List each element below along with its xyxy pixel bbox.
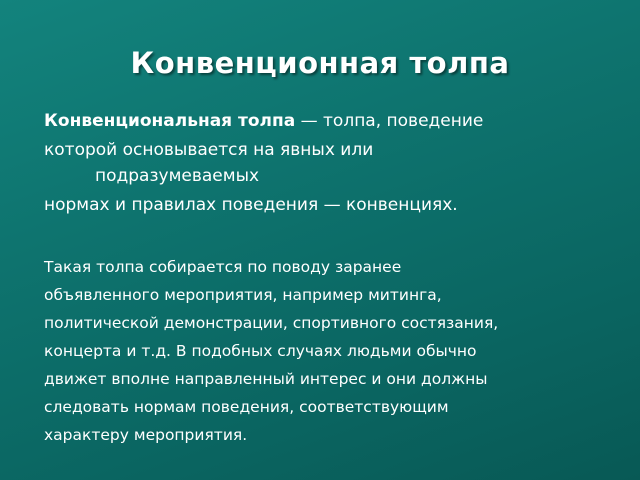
description-line: следовать нормам поведения, соответствующим xyxy=(44,398,449,416)
definition-line-1-rest: — толпа, поведение xyxy=(295,111,484,131)
description-line: объявленного мероприятия, например митинга, xyxy=(44,286,442,304)
definition-line-4: нормах и правилах поведения — конвенциях. xyxy=(44,195,458,215)
description-line: Такая толпа собирается по поводу заранее xyxy=(44,258,402,276)
description-line: движет вполне направленный интерес и они должны xyxy=(44,370,488,388)
description-line: характеру мероприятия. xyxy=(44,426,248,444)
description-line: политической демонстрации, спортивного состязания, xyxy=(44,314,499,332)
description-line: концерта и т.д. В подобных случаях людьми обычно xyxy=(44,342,477,360)
definition-line-1 xyxy=(44,108,634,134)
definition-line-3: подразумеваемых xyxy=(95,166,260,186)
description-paragraph xyxy=(44,253,634,449)
definition-line-2: которой основывается на явных или xyxy=(44,140,374,160)
definition-paragraph xyxy=(44,108,634,218)
definition-term: Конвенциональная толпа xyxy=(44,111,296,131)
slide-title: Конвенционная толпа xyxy=(130,46,510,80)
